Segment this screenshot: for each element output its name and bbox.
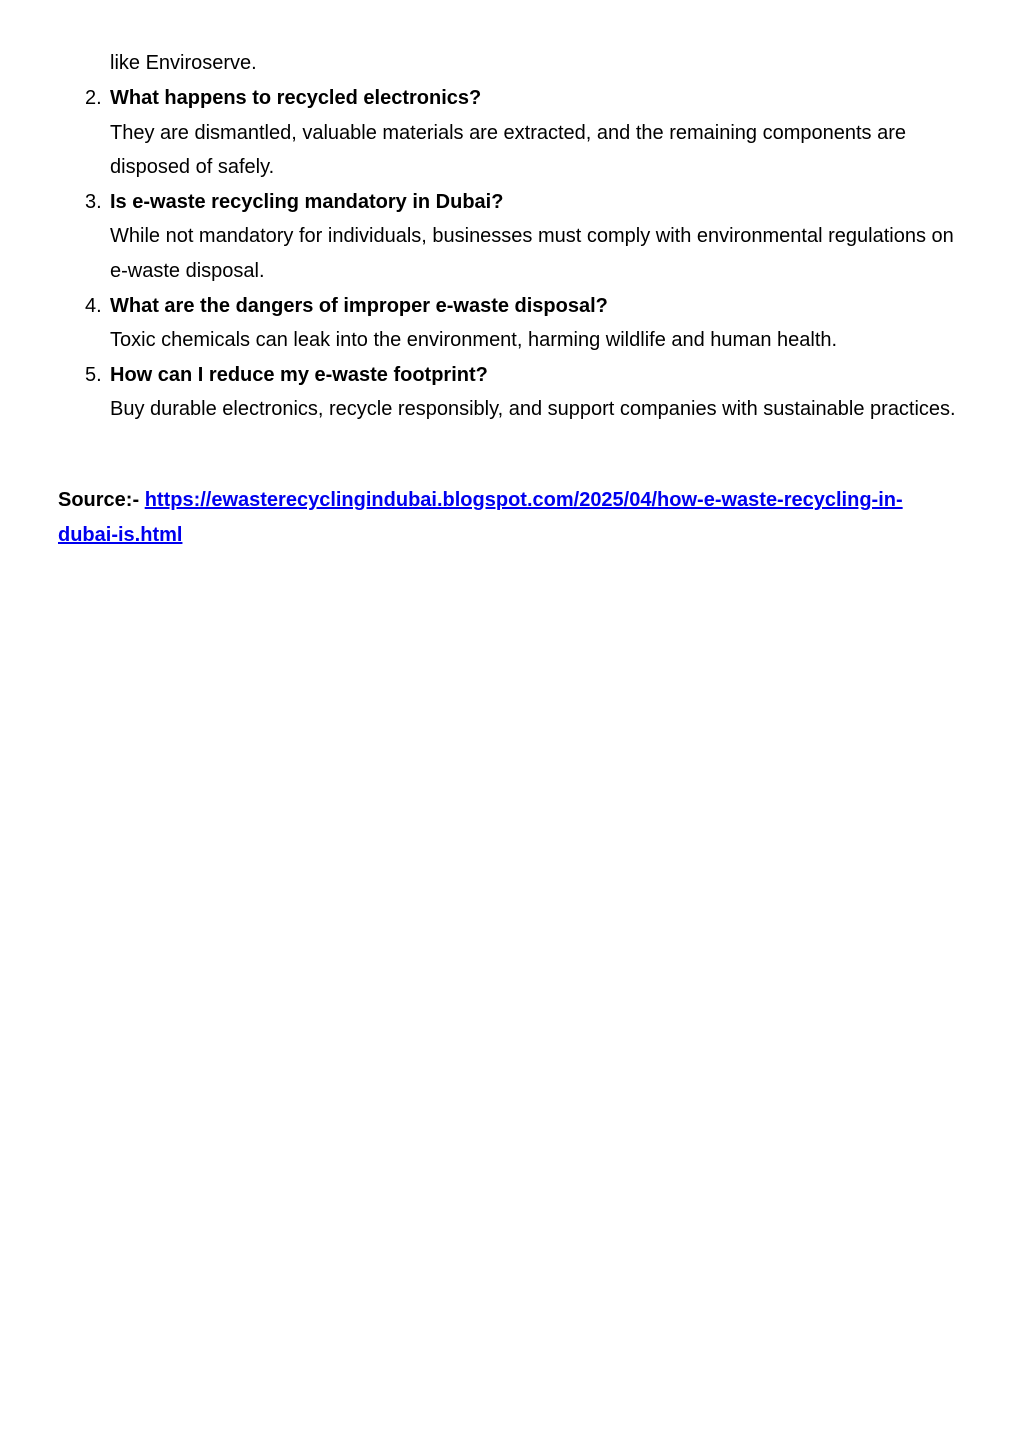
faq-item-3	[0, 185, 960, 289]
faq-question: What happens to recycled electronics?	[110, 87, 482, 109]
faq-answer: Buy durable electronics, recycle responsibly, and support companies with sustainable practices.	[110, 398, 956, 421]
faq-item-2	[0, 81, 960, 185]
faq-number: 4.	[85, 294, 102, 317]
faq-answer: They are dismantled, valuable materials are extracted, and the remaining components are disposed of safely.	[110, 121, 906, 179]
faq-number: 5.	[85, 363, 102, 386]
faq-item-5	[0, 358, 960, 427]
faq-1-answer-tail: like Enviroserve.	[110, 52, 257, 74]
source-link[interactable]: https://ewasterecyclingindubai.blogspot.com/2025/04/how-e-waste-recycling-in-dubai-is.html	[58, 489, 903, 546]
faq-number: 2.	[85, 87, 102, 109]
faq-question: What are the dangers of improper e-waste disposal?	[110, 294, 608, 317]
source-line	[58, 483, 958, 552]
faq-item-4	[0, 289, 960, 358]
faq-answer: While not mandatory for individuals, businesses must comply with environmental regulations on e-waste disposal.	[110, 225, 954, 282]
source-label: Source:-	[58, 489, 140, 511]
faq-list	[0, 81, 1024, 427]
faq-number: 3.	[85, 190, 102, 213]
faq-question: How can I reduce my e-waste footprint?	[110, 363, 488, 386]
faq-answer: Toxic chemicals can leak into the environment, harming wildlife and human health.	[110, 329, 838, 352]
faq-question: Is e-waste recycling mandatory in Dubai?	[110, 190, 504, 213]
